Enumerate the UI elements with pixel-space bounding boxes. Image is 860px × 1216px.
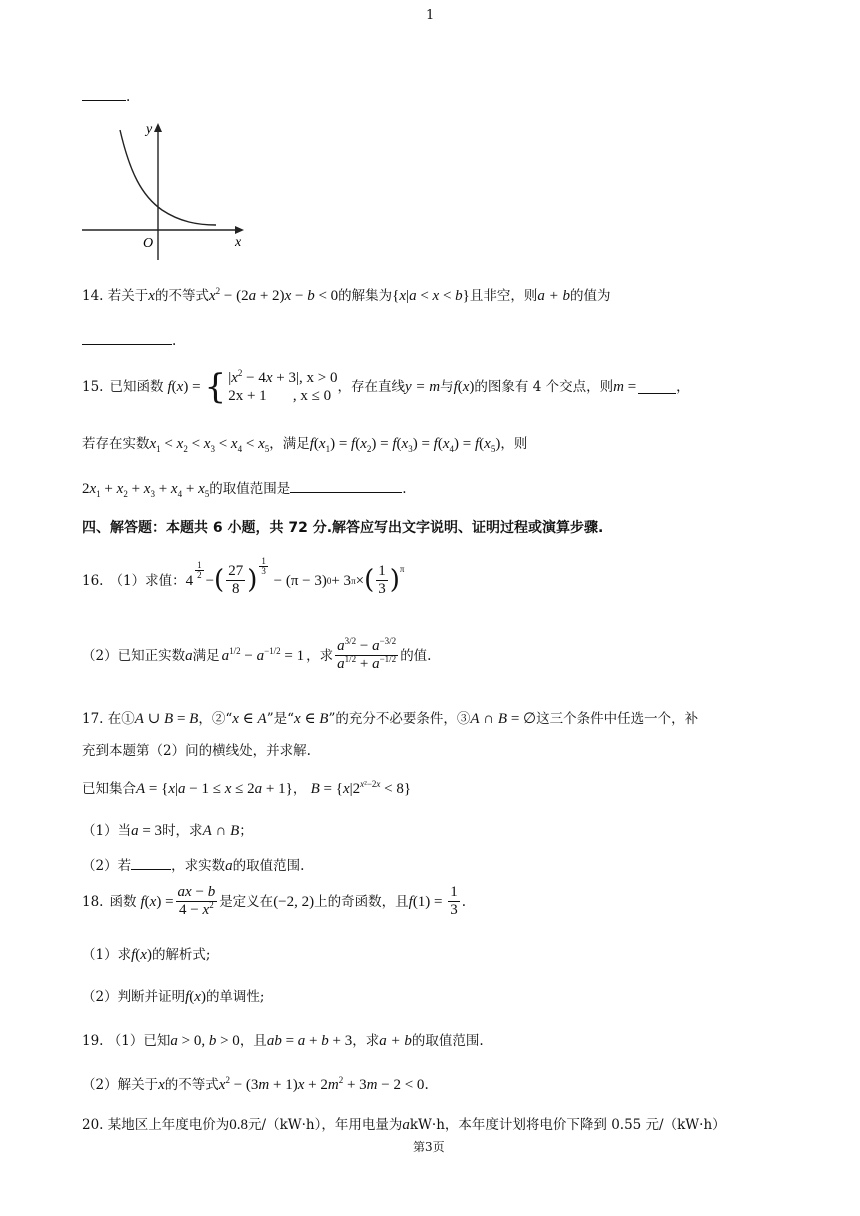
- q15-text: 的取值范围是: [209, 481, 291, 497]
- q17-var-a: a: [225, 858, 233, 874]
- q17-text: ，求实数: [171, 858, 226, 874]
- q15-eq-sign: =: [623, 379, 637, 395]
- q17-set-a: A = {x|a − 1 ≤ x ≤ 2a + 1}: [136, 781, 293, 797]
- q20-text: kW·h，本年度计划将电价下降到 0.55 元/（kW·h）: [409, 1117, 726, 1133]
- q14-text: 的解集为: [338, 288, 393, 304]
- q16-text: ，求: [306, 647, 334, 664]
- q15-blank-1: [638, 381, 676, 394]
- page-number: 1: [426, 8, 435, 23]
- q15-m-eq: m: [613, 379, 624, 395]
- q14-line1: [82, 287, 611, 305]
- q17-text: 已知集合: [82, 781, 136, 797]
- q17-set-b: $B = \{x|2^{x^2-2x} < 8\}$: [310, 779, 412, 797]
- q19-text: ，求: [352, 1033, 380, 1049]
- q14-inequality: $x^2 - (2a + 2)x - b < 0$: [208, 286, 339, 304]
- q18-line1: [82, 878, 466, 926]
- q18-sub1: [82, 946, 211, 964]
- q13-answer-line: [82, 88, 130, 105]
- q18-sub2: [82, 988, 265, 1006]
- q15-text: ，则: [500, 436, 528, 452]
- q18-f-of-x-2: f(x): [185, 989, 206, 1005]
- q19-line1: [82, 1032, 484, 1050]
- q18-function: f ( x ) = $\frac{ax - b}{4 - x^2}$: [140, 884, 216, 919]
- q17-text: 时，求: [162, 823, 203, 839]
- q17-a-eq-3: a = 3: [131, 823, 163, 839]
- piecewise-brace: {: [204, 367, 227, 407]
- q18-f-of-x: f(x): [131, 947, 152, 963]
- q17-line1: [82, 710, 698, 728]
- q19-a-b-positive: a > 0, b > 0: [170, 1033, 240, 1049]
- q18-text: （1）求: [82, 947, 132, 963]
- q20-price: 0.8: [229, 1117, 249, 1133]
- q16-text: （1）求值：: [109, 572, 186, 589]
- q17-blank: [131, 857, 171, 870]
- q15-text: 的图象有 4 个交点，则: [474, 378, 614, 395]
- q14-answer-line: [82, 332, 176, 349]
- page-footer: 第3页: [413, 1140, 445, 1154]
- q15-text: ，: [676, 378, 690, 395]
- q19-text: （1）已知: [107, 1033, 171, 1049]
- q18-f1: f (1) = $\frac{1}{3}$: [408, 884, 458, 919]
- q15-pieces: [228, 369, 337, 405]
- q15-f-of-x: f(x) =: [167, 379, 201, 395]
- q14-a-plus-b: a + b: [537, 288, 570, 304]
- q14-var-x: x: [148, 288, 155, 304]
- q17-x-in-a: x ∈ A: [232, 711, 267, 727]
- q19-a-plus-b: a + b: [379, 1033, 412, 1049]
- q14-text: 若关于: [107, 288, 149, 304]
- q18-text: 函数: [109, 893, 137, 910]
- q18-text: 的单调性;: [205, 989, 265, 1005]
- q17-text: （1）当: [82, 823, 132, 839]
- q17-x-in-b: x ∈ B: [294, 711, 329, 727]
- q20-text: 元/（kW·h），年用电量为: [248, 1117, 403, 1133]
- q14-text: 且非空，则: [469, 288, 538, 304]
- q15-equal-values: $f(x_1) = f(x_2) = f(x_3) = f(x_4) = f(x_5)$: [309, 436, 501, 454]
- q15-line2: [82, 435, 527, 453]
- q16-var-a: a: [185, 648, 193, 664]
- q15-text: ，满足: [269, 436, 310, 452]
- q16-text: 的值.: [400, 647, 432, 664]
- q19-number: 19.: [82, 1033, 104, 1049]
- q15-piece-1-cond: , x > 0: [298, 370, 338, 386]
- q17-sub2: [82, 857, 304, 875]
- q19-text: 的不等式: [164, 1077, 219, 1093]
- q15-text: ，存在直线: [337, 378, 405, 395]
- q14-blank: [82, 332, 172, 345]
- q17-cond-1: A ∪ B = B: [134, 711, 199, 727]
- q16-text: （2）已知正实数: [82, 647, 186, 664]
- q19-text: （2）解关于: [82, 1077, 159, 1093]
- q17-text: ；: [239, 823, 253, 839]
- q15-piece-2-cond: , x ≤ 0: [292, 388, 332, 404]
- q18-text: 上的奇函数，且: [314, 893, 409, 910]
- origin-label: O: [143, 236, 154, 251]
- q17-text: 在①: [107, 711, 135, 727]
- q14-text: 的值为: [570, 288, 611, 304]
- q15-number: 15.: [82, 378, 104, 395]
- q17-text: ”是“: [266, 711, 295, 727]
- q15-line1: [82, 362, 690, 412]
- q19-var-x: x: [158, 1077, 165, 1093]
- q18-period: .: [461, 893, 467, 910]
- q15-piece-2: [228, 387, 337, 405]
- decreasing-curve: [120, 130, 216, 225]
- x-axis-label: x: [235, 235, 242, 250]
- q17-number: 17.: [82, 711, 104, 727]
- q19-text: 的取值范围.: [411, 1033, 484, 1049]
- q15-text: 若存在实数: [82, 436, 150, 452]
- x-axis-arrow: [235, 226, 244, 234]
- y-axis-arrow: [154, 123, 162, 132]
- q14-period: .: [172, 333, 177, 349]
- q14-text: 的不等式: [154, 288, 209, 304]
- q13-blank: [82, 88, 126, 101]
- q16-line1: [82, 556, 404, 606]
- y-axis-label: y: [146, 122, 153, 137]
- q16-line2: [82, 622, 431, 690]
- q19-period: .: [424, 1077, 429, 1093]
- q16-condition: $a^{1/2} - a^{-1/2} = 1$: [221, 646, 305, 664]
- q15-piece-1: $|x^2 - 4x + 3|$, x > 0: [228, 368, 338, 386]
- q15-sum-expression: $2x_1 + x_2 + x_3 + x_4 + x_5$: [82, 481, 210, 499]
- q17-text: （2）若: [82, 858, 132, 874]
- q16-expression-1: 4 $^{\frac{1}{2}}$ − ( $\frac{27}{8}$ ) $^{\frac{1}{3}}$ − (π − 3) 0 + 3 π × ( $\frac{1}{3}$ ) $^\pi$: [185, 555, 405, 598]
- q20-var-a: a: [402, 1117, 410, 1133]
- function-graph: [80, 118, 250, 260]
- q17-text: 的取值范围.: [232, 858, 305, 874]
- q15-ordering: $x_1 < x_2 < x_3 < x_4 < x_5$: [149, 436, 270, 454]
- q17-text: ，②“: [198, 711, 233, 727]
- q18-number: 18.: [82, 893, 104, 910]
- q20-line1: [82, 1116, 726, 1134]
- q17-sub1: [82, 822, 253, 840]
- q18-text: 的解析式;: [151, 947, 211, 963]
- q19-inequality: $x^2 - (3m + 1)x + 2m^2 + 3m - 2 < 0$: [218, 1075, 425, 1093]
- q15-period: .: [402, 481, 407, 497]
- q16-number: 16.: [82, 572, 104, 589]
- section-4-heading: 四、解答题：本题共 6 小题，共 72 分.解答应写出文字说明、证明过程或演算步骤.: [82, 520, 604, 536]
- q15-line-y-m: y = m: [404, 379, 441, 395]
- q14-solution-set: {x|a < x < b}: [392, 288, 470, 304]
- q16-text: 满足: [192, 647, 220, 664]
- q19-text: ，且: [239, 1033, 267, 1049]
- q15-blank-2: [290, 480, 402, 493]
- q16-fraction: $\frac{a^{3/2} - a^{-3/2}}{a^{1/2} + a^{-1/2}}$: [337, 636, 397, 673]
- q13-period: .: [126, 89, 131, 105]
- q17-text: ”的充分不必要条件，③: [328, 711, 471, 727]
- q17-line2: 充到本题第（2）问的横线处，并求解.: [82, 743, 311, 759]
- q15-f-of-x-2: f(x): [453, 379, 475, 395]
- q18-domain: (−2, 2): [273, 894, 315, 910]
- q20-number: 20.: [82, 1117, 104, 1133]
- q17-a-cap-b: A ∩ B: [202, 823, 240, 839]
- q20-text: 某地区上年度电价为: [107, 1117, 230, 1133]
- q19-condition: ab = a + b + 3: [266, 1033, 353, 1049]
- q15-piece-2-expr: 2x + 1: [228, 388, 267, 404]
- q15-text: 与: [440, 378, 454, 395]
- q17-line3: 已知集合A = {x|a − 1 ≤ x ≤ 2a + 1}， $B = \{x|2^{x^2-2x} < 8\}$: [82, 779, 412, 797]
- q18-text: （2）判断并证明: [82, 989, 186, 1005]
- q17-cond-3: A ∩ B = ∅: [470, 711, 537, 727]
- q15-line3: [82, 480, 407, 498]
- q18-text: 是定义在: [219, 893, 274, 910]
- q19-line2: [82, 1076, 429, 1094]
- q15-text: 已知函数: [109, 378, 164, 395]
- q17-text: 这三个条件中任选一个，补: [536, 711, 699, 727]
- q14-number: 14.: [82, 288, 104, 304]
